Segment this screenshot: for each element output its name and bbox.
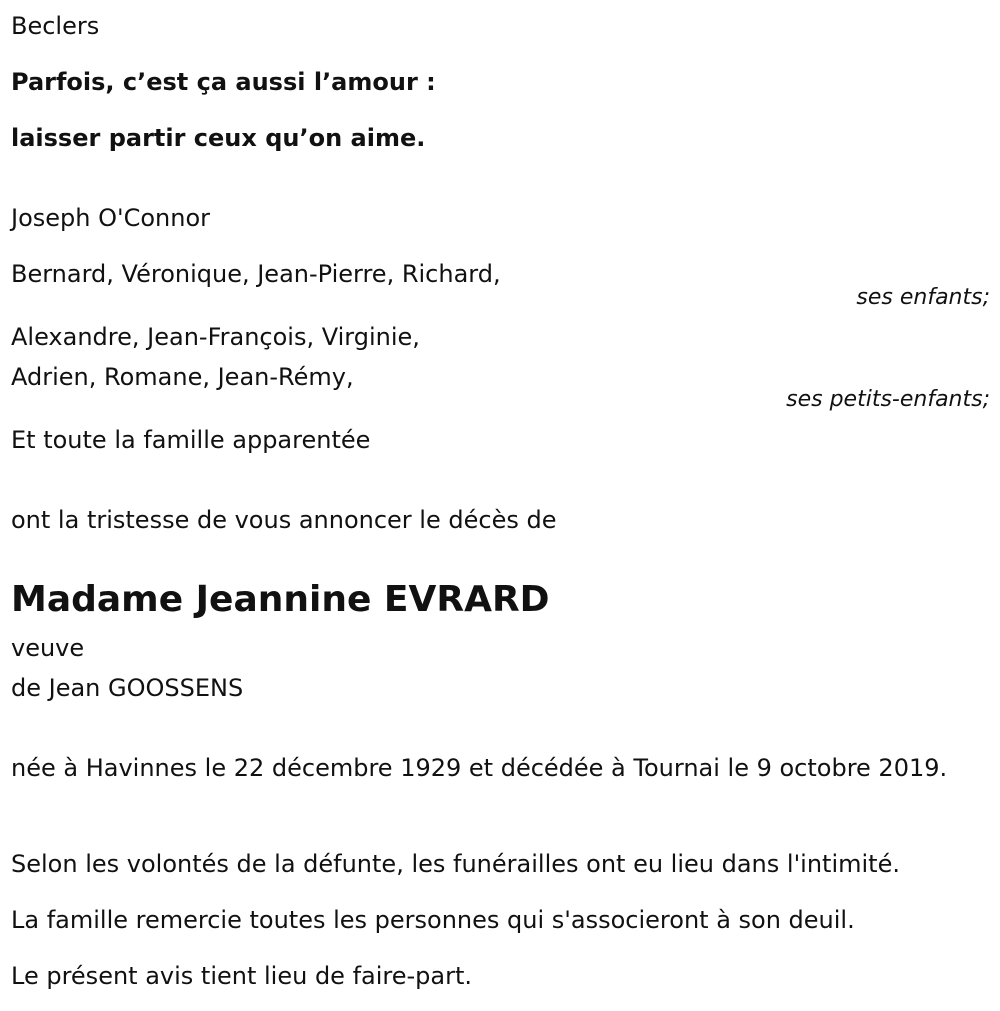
- funeral-note: Selon les volontés de la défunte, les funérailles ont eu lieu dans l'intimité.: [11, 850, 900, 878]
- deceased-name: Madame Jeannine EVRARD: [11, 579, 550, 620]
- quote-line-1: Parfois, c’est ça aussi l’amour :: [11, 68, 436, 96]
- announcement: ont la tristesse de vous annoncer le décès de: [11, 506, 557, 534]
- birth-death: née à Havinnes le 22 décembre 1929 et décédée à Tournai le 9 octobre 2019.: [11, 754, 948, 782]
- grandchildren-names-1: Alexandre, Jean-François, Virginie,: [11, 323, 420, 351]
- children-role: ses enfants;: [856, 285, 990, 310]
- deceased-spouse: de Jean GOOSSENS: [11, 674, 244, 702]
- quote-author: Joseph O'Connor: [11, 204, 211, 232]
- deceased-status: veuve: [11, 634, 85, 662]
- thanks-note: La famille remercie toutes les personnes qui s'associeront à son deuil.: [11, 906, 855, 934]
- quote-line-2: laisser partir ceux qu’on aime.: [11, 124, 426, 152]
- extended-family: Et toute la famille apparentée: [11, 426, 371, 454]
- children-names: Bernard, Véronique, Jean-Pierre, Richard,: [11, 260, 501, 288]
- grandchildren-role: ses petits-enfants;: [786, 387, 990, 412]
- notice: Le présent avis tient lieu de faire-part.: [11, 962, 473, 990]
- family-name: Beclers: [11, 12, 100, 40]
- grandchildren-names-2: Adrien, Romane, Jean-Rémy,: [11, 363, 354, 391]
